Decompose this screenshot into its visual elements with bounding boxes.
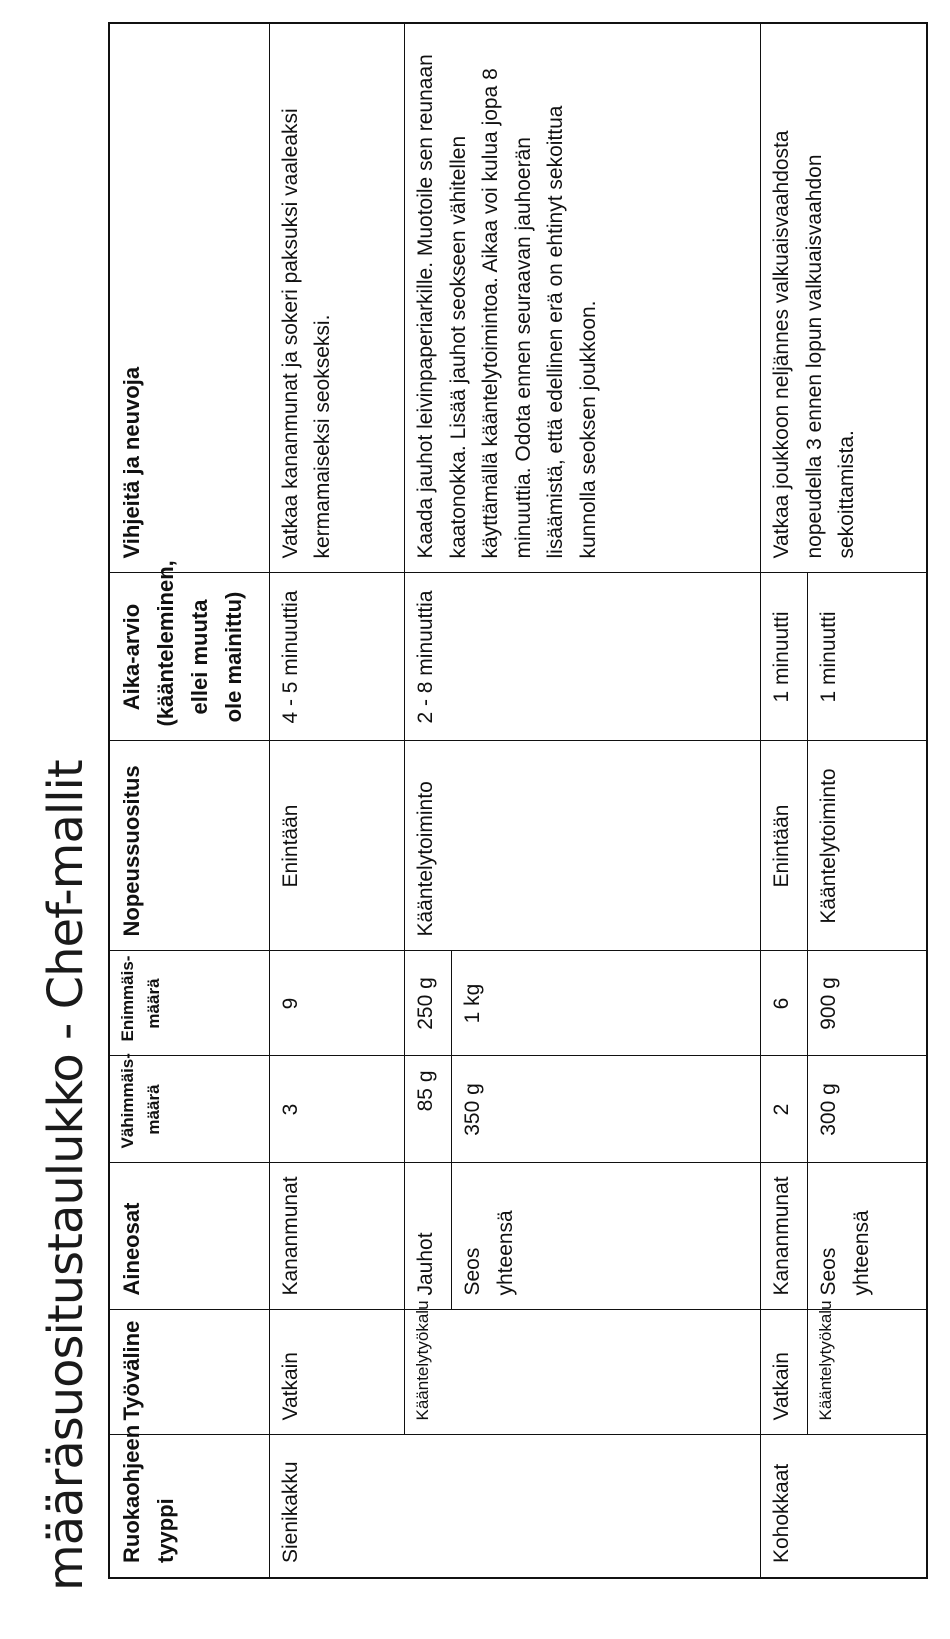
header-speed: Nopeussuositus bbox=[109, 741, 269, 951]
cell-max: 1 kg bbox=[452, 951, 761, 1056]
table-row bbox=[761, 23, 808, 1578]
cell-max: 6 bbox=[761, 951, 808, 1056]
header-min: Vähimmäis-määrä bbox=[109, 1056, 269, 1163]
cell-tool: Kääntelytyökalu bbox=[405, 1310, 761, 1435]
cell-ingredient: Kananmunat bbox=[269, 1163, 404, 1310]
cell-tip: Kaada jauhot leivinpaperiarkille. Muotoile sen reunaan kaatonokka. Lisää jauhot seokseen vähitellen käyttämällä kääntelytoimintoa. Aikaa voi kulua jopa 8 minuuttia. Odota ennen seuraavan jauhoerän lisäämistä, että edellinen erä on ehtinyt sekoittua kunnolla seoksen joukkoon. bbox=[405, 23, 761, 573]
header-time: Aika-arvio (käänteleminen, ellei muuta ole mainittu) bbox=[109, 573, 269, 741]
cell-ingredient: Seos yhteensä bbox=[452, 1163, 761, 1310]
header-tips: Vihjeitä ja neuvoja bbox=[109, 23, 269, 573]
header-max: Enimmäis-määrä bbox=[109, 951, 269, 1056]
page-title: määräsuositustaulukko - Chef-mallit bbox=[38, 760, 94, 1591]
header-tool: Työväline bbox=[109, 1310, 269, 1435]
cell-max: 900 g bbox=[808, 951, 927, 1056]
cell-tip: Vatkaa joukkoon neljännes valkuaisvaahdosta nopeudella 3 ennen lopun valkuaisvaahdon sekoittamista. bbox=[761, 23, 927, 573]
cell-time: 4 - 5 minuuttia bbox=[269, 573, 404, 741]
cell-ingredient: Kananmunat bbox=[761, 1163, 808, 1310]
cell-max: 250 g bbox=[405, 951, 452, 1056]
cell-time: 1 minuutti bbox=[761, 573, 808, 741]
quantity-table bbox=[108, 22, 928, 1579]
cell-speed: Enintään bbox=[269, 741, 404, 951]
cell-tool: Vatkain bbox=[761, 1310, 808, 1435]
header-ingredients: Aineosat bbox=[109, 1163, 269, 1310]
cell-ingredient: Seos yhteensä bbox=[808, 1163, 927, 1310]
cell-type-kohokkaat: Kohokkaat bbox=[761, 1435, 927, 1578]
cell-ingredient: Jauhot bbox=[405, 1163, 452, 1310]
cell-time: 1 minuutti bbox=[808, 573, 927, 741]
cell-type-sienikakku: Sienikakku bbox=[269, 1435, 760, 1578]
cell-tool: Kääntelytyökalu bbox=[808, 1310, 927, 1435]
cell-tool: Vatkain bbox=[269, 1310, 404, 1435]
cell-min: 85 g bbox=[405, 1056, 452, 1163]
cell-max: 9 bbox=[269, 951, 404, 1056]
cell-min: 300 g bbox=[808, 1056, 927, 1163]
cell-speed: Enintään bbox=[761, 741, 808, 951]
cell-min: 350 g bbox=[452, 1056, 761, 1163]
cell-tip: Vatkaa kananmunat ja sokeri paksuksi vaaleaksi kermamaiseksi seokseksi. bbox=[269, 23, 404, 573]
table-row bbox=[405, 23, 452, 1578]
cell-time: 2 - 8 minuuttia bbox=[405, 573, 761, 741]
cell-speed: Kääntelytoiminto bbox=[808, 741, 927, 951]
cell-min: 2 bbox=[761, 1056, 808, 1163]
cell-min: 3 bbox=[269, 1056, 404, 1163]
table-row bbox=[269, 23, 404, 1578]
header-row bbox=[109, 23, 269, 1578]
cell-speed: Kääntelytoiminto bbox=[405, 741, 761, 951]
header-type: Ruokaohjeen tyyppi bbox=[109, 1435, 269, 1578]
